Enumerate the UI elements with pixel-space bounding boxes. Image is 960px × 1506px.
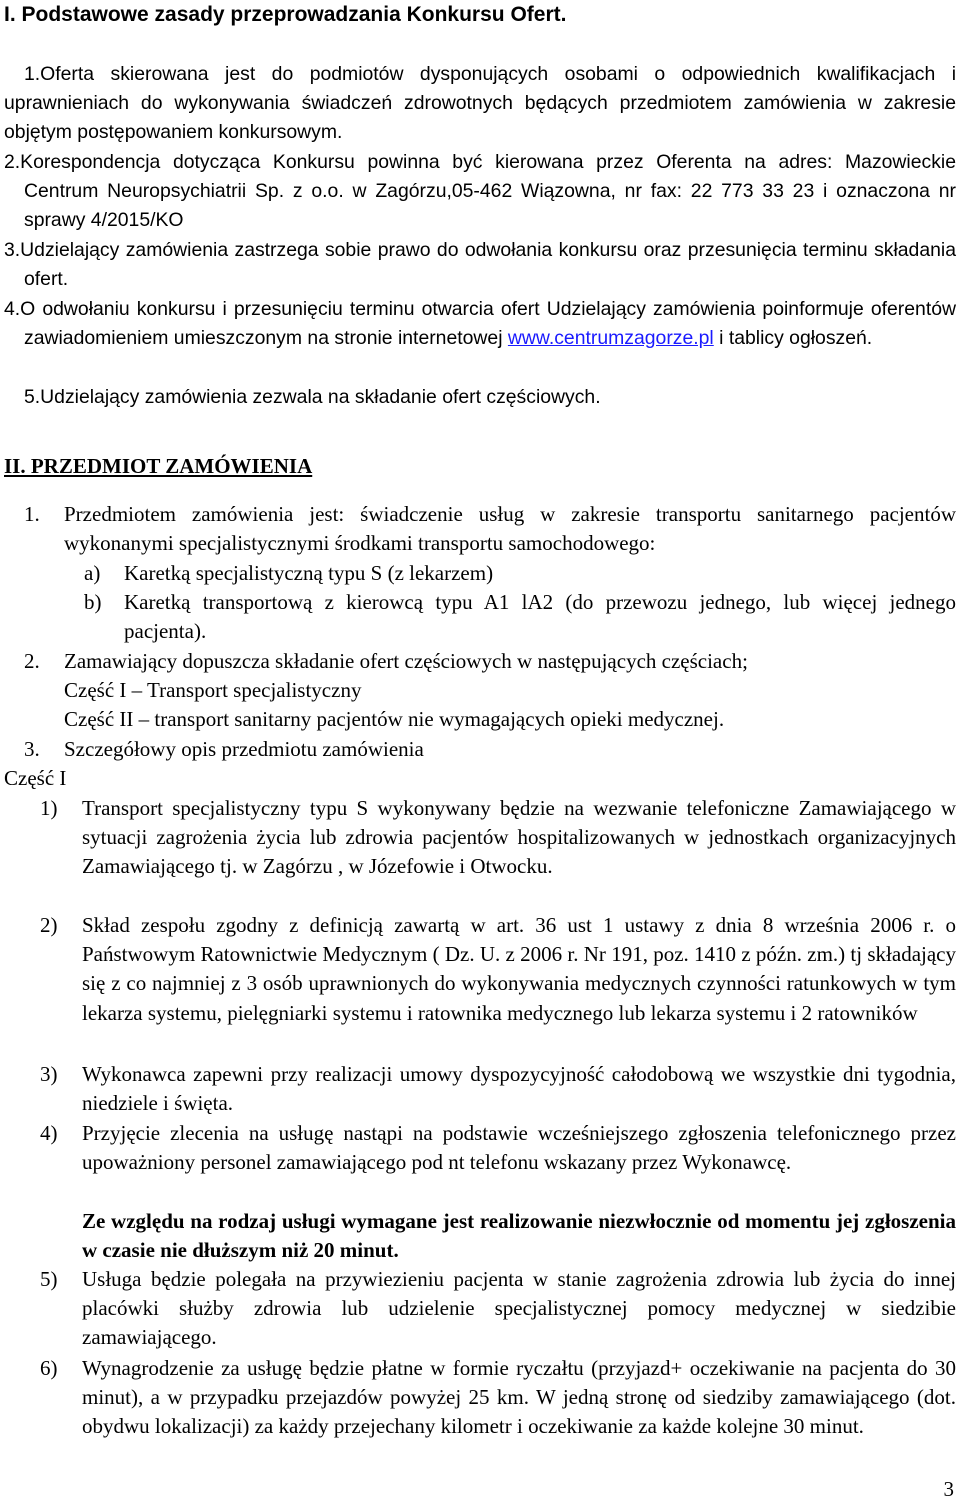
section-1-item-5: 5.Udzielający zamówienia zezwala na składanie ofert częściowych.: [24, 386, 601, 408]
section-2-item-1: 1. Przedmiotem zamówienia jest: świadczenie usług w zakresie transportu sanitarnego pacjentów wykonanymi specjalistycznymi środkami transportu samochodowego:: [24, 502, 956, 556]
point-5: 5) Usługa będzie polegała na przywiezieniu pacjenta w stanie zagrożenia zdrowia lub życia do innej placówki służby zdrowia lub udzielenie specjalistycznej pomocy medycznej w siedzibie zamawiającego.: [40, 1267, 956, 1350]
point-3: 3) Wykonawca zapewni przy realizacji umowy dyspozycyjność całodobową we wszystkie dni tygodnia, niedziele i święta.: [40, 1062, 956, 1116]
subitem-a: a) Karetką specjalistyczną typu S (z lekarzem): [84, 561, 494, 585]
subitem-b: b) Karetką transportową z kierowcą typu A1 lA2 (do przewozu jednego, lub więcej jednego pacjenta).: [84, 590, 956, 644]
page-number: 3: [943, 1477, 954, 1501]
website-link[interactable]: www.centrumzagorze.pl: [507, 327, 714, 350]
point-4-emphasis: Ze względu na rodzaj usługi wymagane jest realizowanie niezwłocznie od momentu jej zgłoszenia w czasie nie dłuższym niż 20 minut.: [82, 1209, 956, 1263]
section-2-heading: II. PRZEDMIOT ZAMÓWIENIA: [4, 454, 313, 478]
point-6: 6) Wynagrodzenie za usługę będzie płatne w formie ryczałtu (przyjazd+ oczekiwanie na pacjenta do 30 minut), a w przypadku przejazdów powyżej 25 km. W jedną stronę od siedziby zamawiającego (dot. obydwu lokalizacji) za każdy przejechany kilometr i oczekiwanie za każde kolejne 30 minut.: [40, 1356, 956, 1439]
section-1-item-1: 1.Oferta skierowana jest do podmiotów dysponujących osobami o odpowiednich kwalifikacjach i uprawnieniach do wykonywania świadczeń zdrowotnych będących przedmiotem zamówienia w zakresie objętym postępowaniem konkursowym.: [4, 63, 956, 144]
point-4: 4) Przyjęcie zlecenia na usługę nastąpi na podstawie wcześniejszego zgłoszenia telefonicznego przez upoważniony personel zamawiającego pod nt telefonu wskazany przez Wykonawcę.: [40, 1121, 956, 1175]
section-1-item-4: 4.O odwołaniu konkursu i przesunięciu terminu otwarcia ofert Udzielający zamówienia poinformuje oferentów zawiadomieniem umieszczonym na stronie internetowej www.centrumzagorze.pl i tablicy ogłoszeń.: [4, 298, 956, 350]
point-1: 1) Transport specjalistyczny typu S wykonywany będzie na wezwanie telefoniczne Zamawiającego w sytuacji zagrożenia życia lub zdrowia pacjentów hospitalizowanych w jednostkach organizacyjnych Zamawiającego tj. w Zagórzu , w Józefowie i Otwocku.: [40, 796, 956, 879]
section-2-item-3: 3. Szczegółowy opis przedmiotu zamówienia: [24, 737, 424, 761]
section-1-item-3: 3.Udzielający zamówienia zastrzega sobie prawo do odwołania konkursu oraz przesunięcia terminu składania ofert.: [4, 239, 956, 291]
point-2: 2) Skład zespołu zgodny z definicją zawartą w art. 36 ust 1 ustawy z dnia 8 września 2006 r. o Państwowym Ratownictwie Medycznym ( Dz. U. z 2006 r. Nr 191, poz. 1410 z późn. zm.) tj składający się z co najmniej z 3 osób uprawnionych do wykonywania medycznych czynności ratunkowych w tym lekarza systemu, pielęgniarki systemu i ratownika medycznego lub lekarza systemu i 2 ratowników: [40, 913, 956, 1025]
section-1-item-2: 2.Korespondencja dotycząca Konkursu powinna być kierowana przez Oferenta na adres: Mazowieckie Centrum Neuropsychiatrii Sp. z o.o. w Zagórzu,05-462 Wiązowna, nr fax: 22 773 33 23 i oznaczona nr sprawy 4/2015/KO: [4, 151, 956, 232]
section-1-heading: I. Podstawowe zasady przeprowadzania Konkursu Ofert.: [4, 3, 567, 26]
part-1-line: Część I – Transport specjalistyczny: [64, 678, 362, 702]
part-2-line: Część II – transport sanitarny pacjentów nie wymagających opieki medycznej.: [64, 707, 725, 731]
part-i-label: Część I: [4, 766, 67, 790]
section-2-item-2: 2. Zamawiający dopuszcza składanie ofert częściowych w następujących częściach;: [24, 649, 748, 673]
